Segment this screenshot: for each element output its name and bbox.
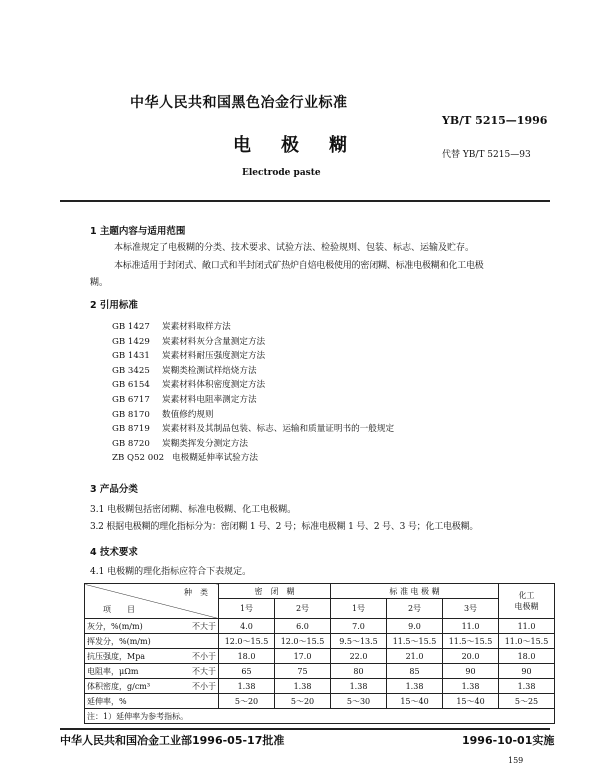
table-cell: 11.5～15.5: [443, 634, 499, 649]
table-cell: 9.5～13.5: [331, 634, 387, 649]
document-title-english: Electrode paste: [242, 168, 321, 178]
table-cell: 1.38: [275, 679, 331, 694]
clause-3-1: 3.1 电极糊包括密闭糊、标准电极糊、化工电极糊。: [90, 505, 297, 515]
table-row: [85, 679, 555, 694]
table-cell: 90: [499, 664, 555, 679]
row-limit: 不小于: [167, 679, 219, 694]
section-3-heading: 3 产品分类: [90, 484, 138, 495]
grade-header: 1号: [219, 599, 275, 619]
table-row: [85, 694, 555, 709]
grade-header: 1号: [331, 599, 387, 619]
table-cell: 85: [387, 664, 443, 679]
table-cell: 12.0～15.5: [275, 634, 331, 649]
table-cell: 11.5～15.5: [387, 634, 443, 649]
group-closed-paste: 密 闭 糊: [219, 584, 331, 599]
row-limit: 不小于: [167, 649, 219, 664]
table-cell: 15～40: [387, 694, 443, 709]
table-cell: 5～25: [499, 694, 555, 709]
table-cell: 17.0: [275, 649, 331, 664]
table-cell: 65: [219, 664, 275, 679]
table-cell: 1.38: [443, 679, 499, 694]
table-cell: 21.0: [387, 649, 443, 664]
section-1-paragraph-2-cont: 糊。: [90, 278, 109, 288]
section-4-heading: 4 技术要求: [90, 547, 138, 558]
table-cell: 20.0: [443, 649, 499, 664]
effective-date: 1996-10-01实施: [462, 734, 555, 747]
table-cell: 75: [275, 664, 331, 679]
section-1-paragraph-2: 本标准适用于封闭式、敞口式和半封闭式矿热炉自焙电极使用的密闭糊、标准电极糊和化工电极: [114, 261, 484, 271]
section-2-heading: 2 引用标准: [90, 300, 138, 311]
table-cell: 5～20: [275, 694, 331, 709]
table-cell: 1.38: [331, 679, 387, 694]
header-divider: [60, 200, 550, 202]
replaces-standard: 代替 YB/T 5215—93: [442, 150, 531, 160]
table-cell: 12.0～15.5: [219, 634, 275, 649]
footer-divider: [60, 728, 550, 730]
page-number: 159: [508, 756, 524, 765]
table-cell: 11.0: [443, 619, 499, 634]
reference-item: ZB Q52 002 电极糊延伸率试验方法: [112, 453, 258, 464]
table-cell: 80: [331, 664, 387, 679]
grade-header: 2号: [275, 599, 331, 619]
row-limit: [167, 634, 219, 649]
table-cell: 18.0: [499, 649, 555, 664]
clause-3-2: 3.2 根据电极糊的理化指标分为：密闭糊 1 号、2 号；标准电极糊 1 号、2 号、3 号；化工电极糊。: [90, 522, 479, 532]
table-cell: 90: [443, 664, 499, 679]
table-row: [85, 634, 555, 649]
table-cell: 6.0: [275, 619, 331, 634]
reference-item: GB 1427 炭素材料取样方法: [112, 322, 231, 332]
clause-4-1: 4.1 电极糊的理化指标应符合下表规定。: [90, 567, 252, 577]
table-cell: 7.0: [331, 619, 387, 634]
grade-header: 2号: [387, 599, 443, 619]
row-limit: [167, 694, 219, 709]
standard-number: YB/T 5215—1996: [442, 114, 548, 127]
reference-item: GB 6154 炭素材料体积密度测定方法: [112, 380, 266, 391]
table-cell: 11.0: [499, 619, 555, 634]
reference-item: GB 8720 炭糊类挥发分测定方法: [112, 438, 248, 449]
approval-line: 中华人民共和国冶金工业部1996-05-17批准: [60, 734, 285, 747]
grade-header: 3号: [443, 599, 499, 619]
standard-body-title: 中华人民共和国黑色冶金行业标准: [130, 95, 348, 111]
row-limit: 不大于: [167, 619, 219, 634]
table-cell: 1.38: [387, 679, 443, 694]
table-cell: 5～20: [219, 694, 275, 709]
row-item-label: 延伸率，%: [85, 694, 167, 709]
section-1-heading: 1 主题内容与适用范围: [90, 226, 186, 237]
reference-item: GB 6717 炭素材料电阻率测定方法: [112, 394, 257, 405]
row-item-label: 抗压强度，Mpa: [85, 649, 167, 664]
table-cell: 5～30: [331, 694, 387, 709]
reference-item: GB 1429 炭素材料灰分含量测定方法: [112, 336, 266, 347]
table-cell: 1.38: [499, 679, 555, 694]
group-chemical-paste: 化工 电极糊: [499, 584, 555, 619]
table-row: [85, 664, 555, 679]
normative-references-list: [112, 320, 394, 466]
reference-item: GB 8170 数值修约规则: [112, 409, 214, 420]
table-cell: 18.0: [219, 649, 275, 664]
table-cell: 9.0: [387, 619, 443, 634]
item-label: 项 目: [103, 605, 135, 614]
row-item-label: 挥发分，%(m/m): [85, 634, 167, 649]
reference-item: GB 3425 炭糊类检测试样焙烧方法: [112, 365, 257, 376]
reference-item: GB 1431 炭素材料耐压强度测定方法: [112, 351, 266, 362]
table-row: [85, 619, 555, 634]
table-cell: 4.0: [219, 619, 275, 634]
reference-item: GB 8719 炭素材料及其制品包装、标志、运输和质量证明书的一般规定: [112, 424, 395, 435]
row-limit: 不大于: [167, 664, 219, 679]
row-item-label: 电阻率，μΩm: [85, 664, 167, 679]
row-item-label: 体积密度，g/cm³: [85, 679, 167, 694]
table-cell: 22.0: [331, 649, 387, 664]
table-corner-header: [85, 584, 219, 619]
group-standard-paste: 标 准 电 极 糊: [331, 584, 499, 599]
section-1-paragraph-1: 本标准规定了电极糊的分类、技术要求、试验方法、检验规则、包装、标志、运输及贮存。: [114, 243, 475, 253]
table-cell: 1.38: [219, 679, 275, 694]
document-title: 电 极 糊: [233, 135, 353, 156]
table-cell: 15～40: [443, 694, 499, 709]
table-note: 注：1）延伸率为参考指标。: [85, 709, 555, 724]
table-row: [85, 649, 555, 664]
kind-label: 种 类: [184, 588, 208, 597]
row-item-label: 灰分，%(m/m): [85, 619, 167, 634]
table-cell: 11.0～15.5: [499, 634, 555, 649]
physicochemical-index-table: [84, 583, 555, 724]
